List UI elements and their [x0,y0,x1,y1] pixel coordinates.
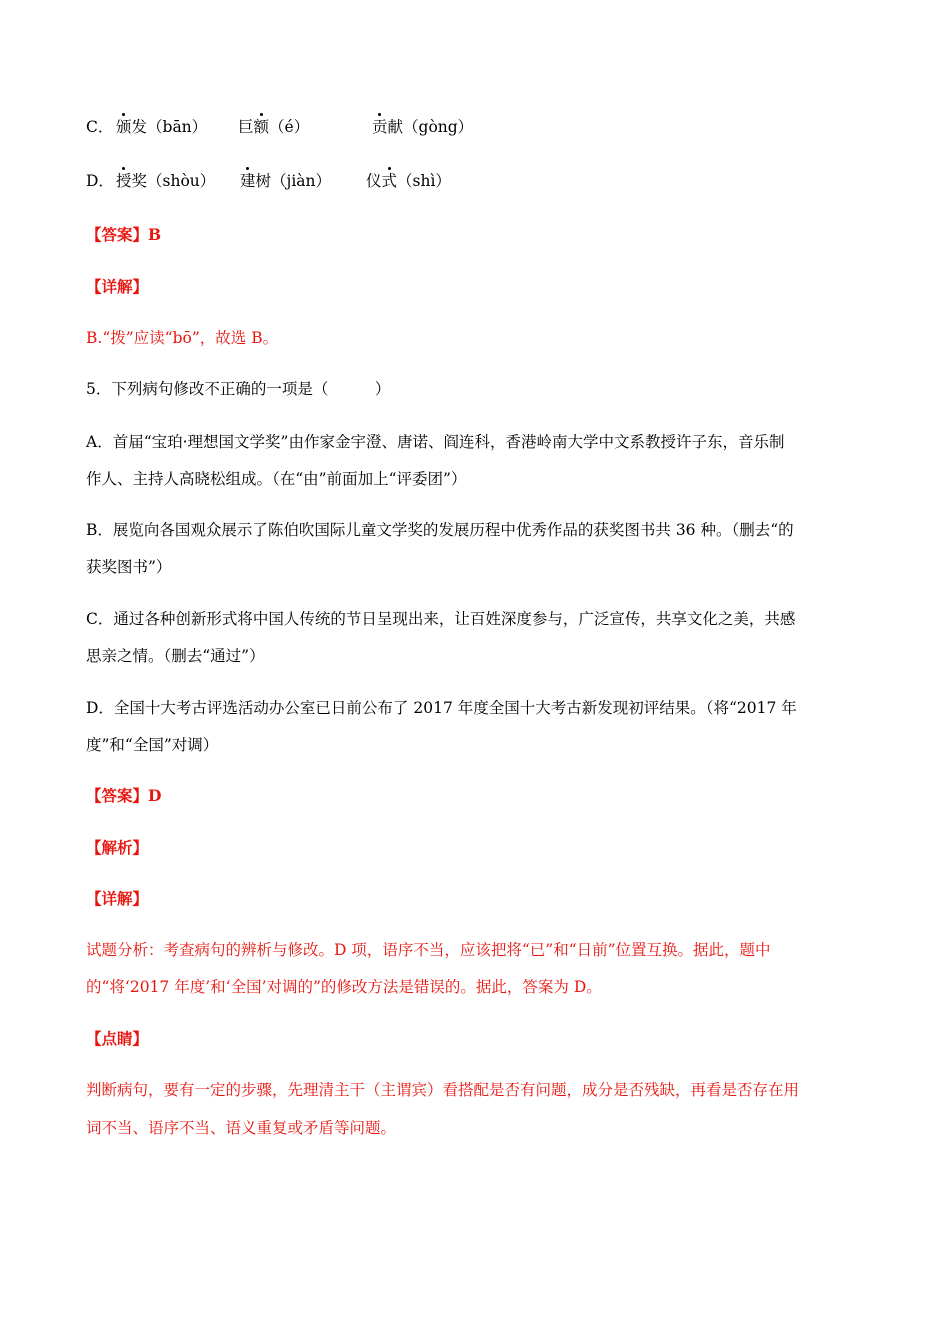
q5-option-c-line2: 思亲之情。（删去“通过”） [86,647,265,665]
word-item [372,117,473,137]
emphasis-dot-char: 额 [253,118,270,136]
answer-value: B [148,225,162,244]
q5-stem: 5．下列病句修改不正确的一项是（ ） [86,380,391,398]
q5-option-a-line1: A．首届“宝珀·理想国文学奖”由作家金宇澄、唐诺、阎连科，香港岭南大学中文系教授许子东，音乐制 [86,433,785,451]
q5-detail-line2: 的“将‘2017 年度’和‘全国’对调的”的修改方法是错误的。据此，答案为 D。 [86,978,602,996]
answer-value: D [148,786,162,805]
option-letter: C． [86,118,114,136]
emphasis-dot-char: 贡 [372,118,388,136]
answer-label: 【答案】 [86,786,149,805]
emphasis-dot-char: 式 [381,172,398,190]
q4-detail-text: B.“拨”应读“bō”，故选 B。 [86,329,279,347]
emphasis-dot-char: 授 [116,172,132,190]
q5-detail-label: 【详解】 [86,889,149,908]
word-rest: 献（gòng） [387,118,474,136]
word-rest: （shì） [397,172,451,190]
answer-label: 【答案】 [86,225,149,244]
emphasis-dot-char: 建 [240,172,256,190]
q5-option-b-line2: 获奖图书”） [86,558,172,576]
q5-tip-line1: 判断病句，要有一定的步骤，先理清主干（主谓宾）看搭配是否有问题，成分是否残缺，再看是否存在用 [86,1081,800,1099]
q4-option-d [86,171,866,197]
option-letter: D． [86,172,114,190]
q5-tip-line2: 词不当、语序不当、语义重复或矛盾等问题。 [86,1119,397,1137]
word-rest: （é） [269,118,310,136]
word-item [240,171,331,191]
word-item [238,117,309,137]
q4-option-c [86,117,866,143]
word-rest: 树（jiàn） [255,172,332,190]
q4-detail-label: 【详解】 [86,277,149,296]
q5-tip-label: 【点睛】 [86,1029,149,1048]
q5-option-d-line1: D．全国十大考古评选活动办公室已日前公布了 2017 年度全国十大考古新发现初评结果。（将“2017 年 [86,699,797,717]
emphasis-dot-char: 颁 [116,118,132,136]
word-pre: 巨 [238,118,254,136]
q5-analysis-label: 【解析】 [86,838,149,857]
word-item [366,171,451,191]
q5-option-b-line1: B．展览向各国观众展示了陈伯吹国际儿童文学奖的发展历程中优秀作品的获奖图书共 36 种。（删去“的 [86,521,794,539]
word-rest: 奖（shòu） [131,172,216,190]
word-item [116,171,215,191]
q4-answer [86,225,161,245]
q5-option-c-line1: C．通过各种创新形式将中国人传统的节日呈现出来，让百姓深度参与，广泛宣传，共享文化之美，共感 [86,610,796,628]
word-rest: 发（bān） [131,118,208,136]
word-item [116,117,207,137]
word-pre: 仪 [366,172,382,190]
q5-option-a-line2: 作人、主持人高晓松组成。（在“由”前面加上“评委团”） [86,470,467,488]
q5-detail-line1: 试题分析：考查病句的辨析与修改。D 项，语序不当，应该把将“已”和“日前”位置互换。据此，题中 [86,941,771,959]
q5-answer [86,786,161,806]
q5-option-d-line2: 度”和“全国”对调） [86,736,219,754]
